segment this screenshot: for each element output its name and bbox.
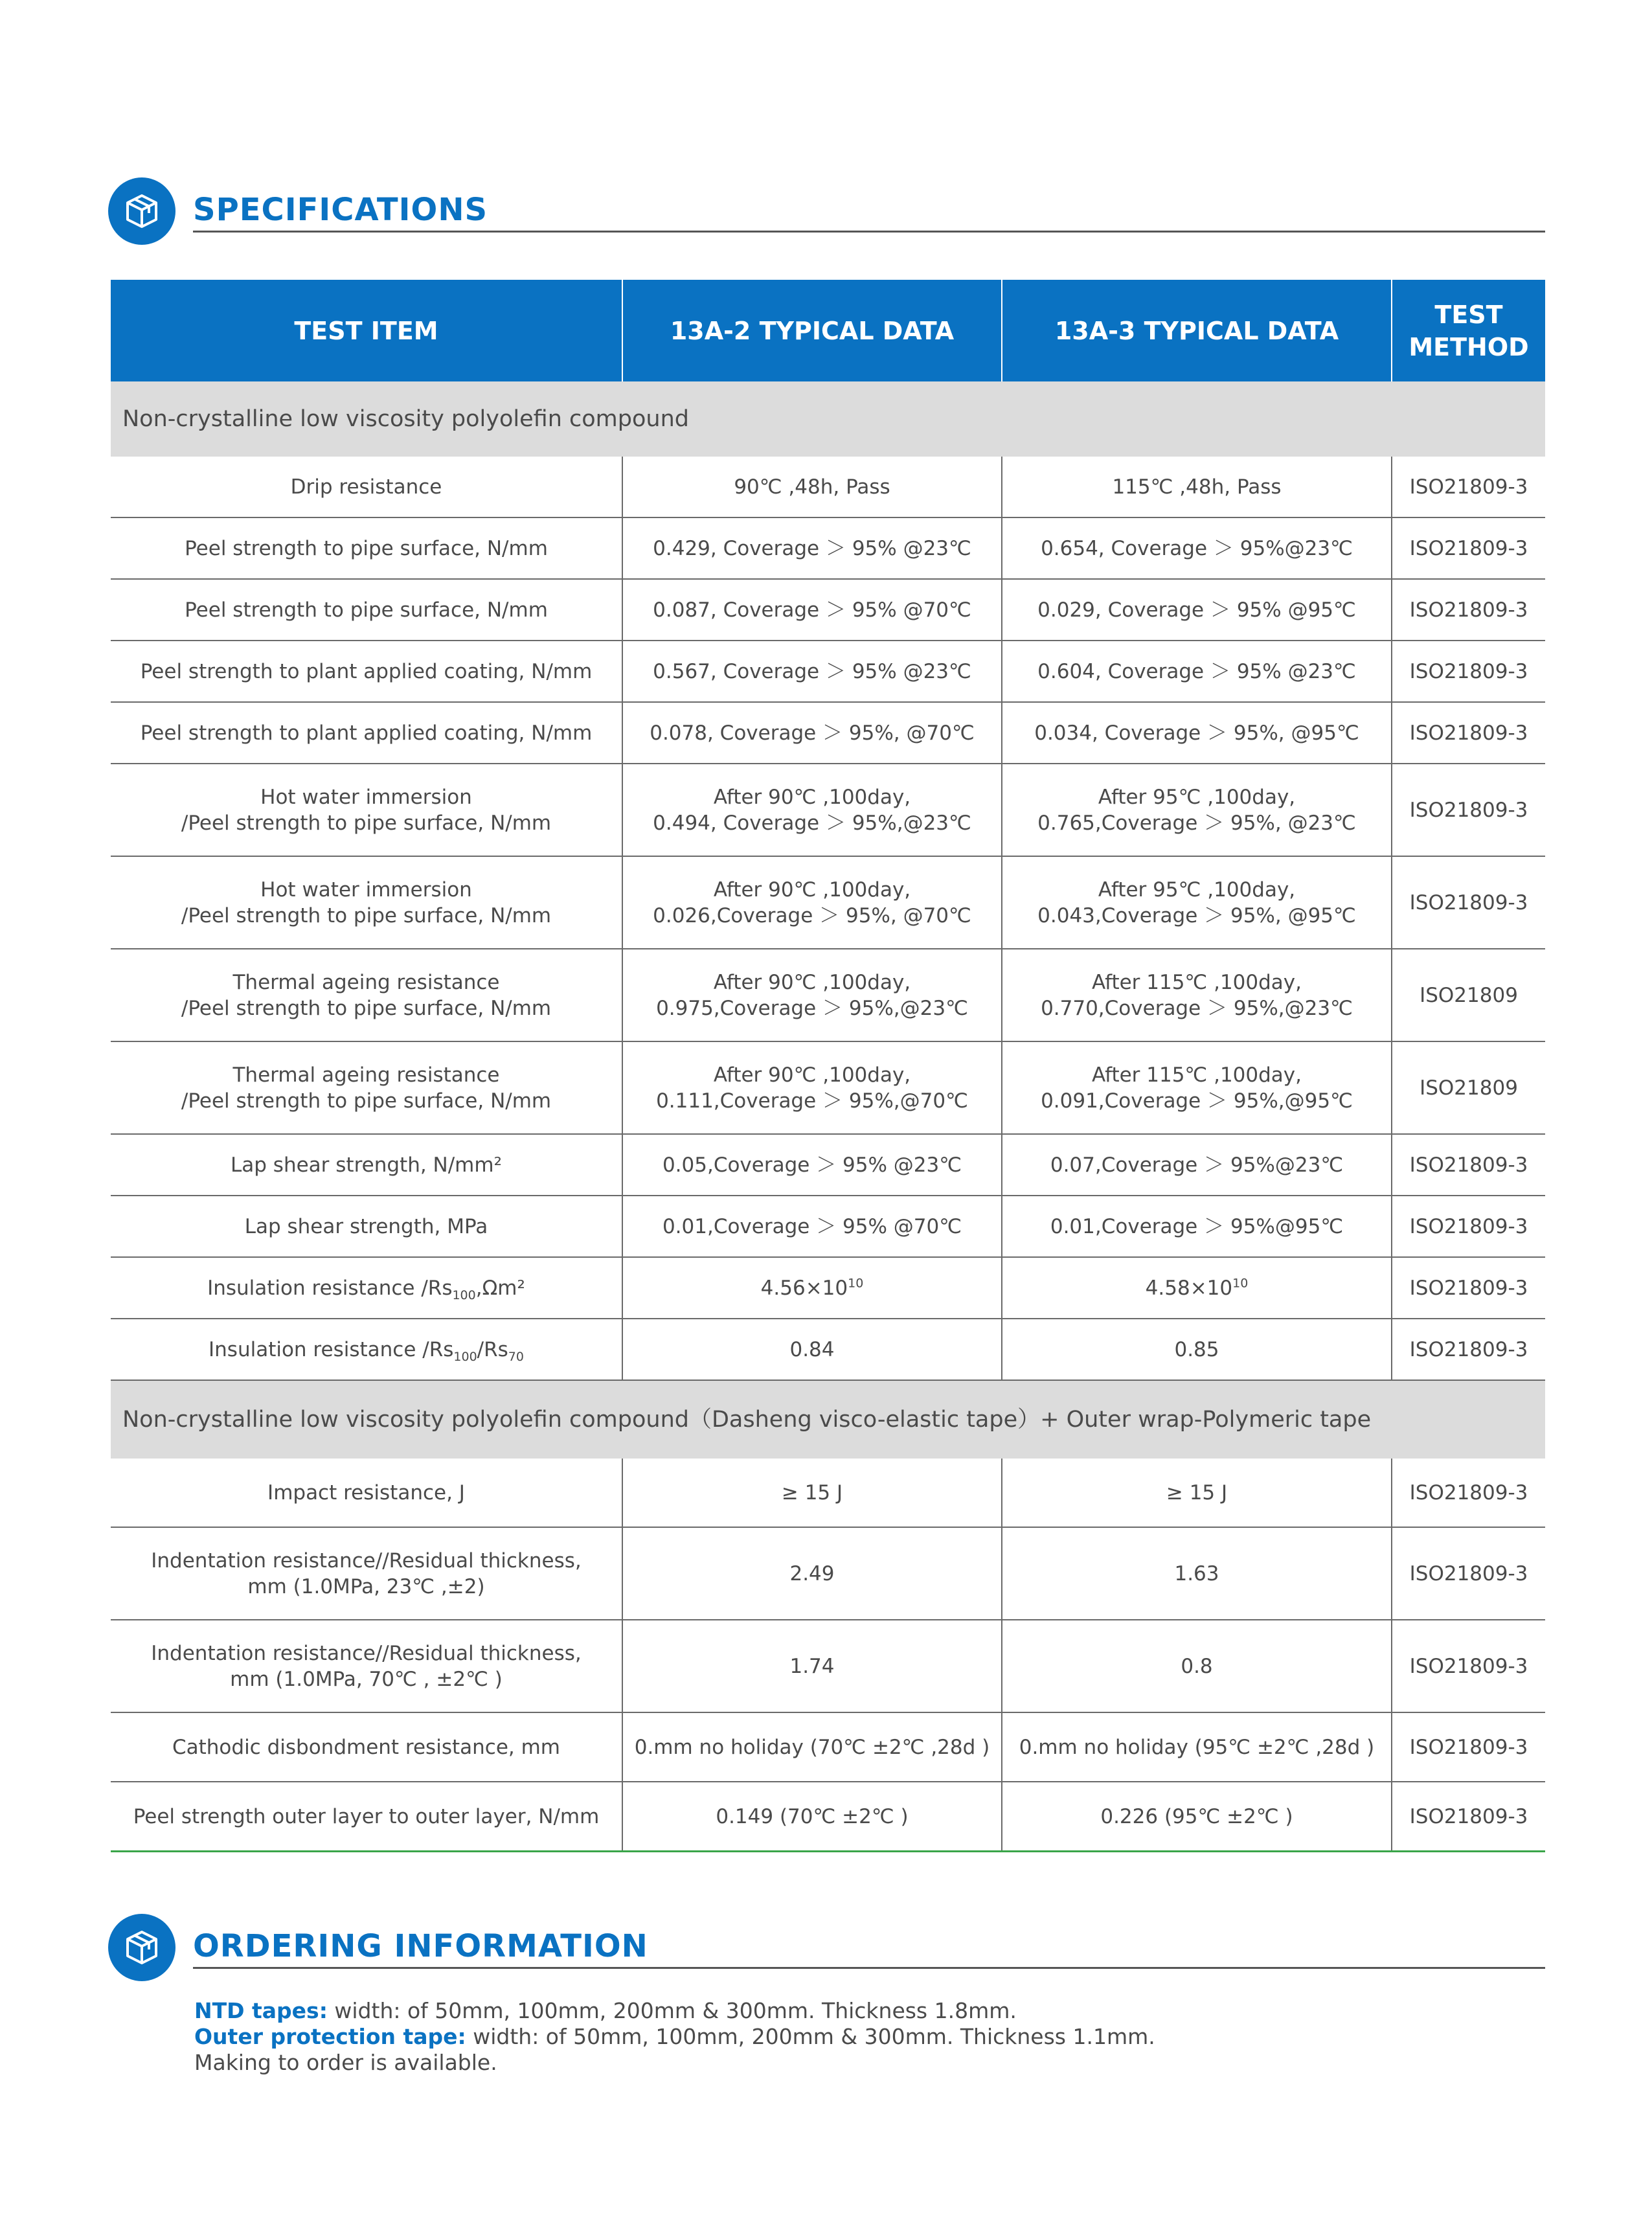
table-row (111, 1257, 1545, 1319)
method-cell: ISO21809-3 (1392, 1319, 1545, 1380)
group-row (111, 381, 1545, 457)
13a-2-cell: ≥ 15 J (622, 1459, 1002, 1527)
method-cell: ISO21809-3 (1392, 1527, 1545, 1620)
table-row (111, 949, 1545, 1041)
test-item-cell: Cathodic disbondment resistance, mm (111, 1712, 622, 1782)
13a-2-cell: 1.74 (622, 1620, 1002, 1712)
13a-2-cell: 0.429, Coverage ＞ 95% @23℃ (622, 517, 1002, 579)
table-row (111, 856, 1545, 949)
test-item-cell: Peel strength to pipe surface, N/mm (111, 517, 622, 579)
table-row (111, 457, 1545, 517)
table-row (111, 1782, 1545, 1852)
method-cell: ISO21809-3 (1392, 1134, 1545, 1196)
13a-2-cell: 2.49 (622, 1527, 1002, 1620)
13a-3-cell: 0.034, Coverage ＞ 95%, @95℃ (1002, 702, 1392, 764)
test-item-cell: Peel strength to pipe surface, N/mm (111, 579, 622, 641)
note-line: Making to order is available. (194, 2050, 497, 2075)
header-test-item: TEST ITEM (111, 280, 622, 381)
table-row (111, 1620, 1545, 1712)
test-item-cell: Peel strength outer layer to outer layer, N/mm (111, 1782, 622, 1852)
table-row (111, 1196, 1545, 1257)
test-item-cell: Hot water immersion /Peel strength to pipe surface, N/mm (111, 764, 622, 856)
table-header (111, 280, 1545, 381)
13a-3-cell: After 95℃ ,100day, 0.043,Coverage ＞ 95%, @95℃ (1002, 856, 1392, 949)
13a-2-cell: 0.01,Coverage ＞ 95% @70℃ (622, 1196, 1002, 1257)
test-item-cell: Indentation resistance//Residual thickness, mm (1.0MPa, 70℃ , ±2℃ ) (111, 1620, 622, 1712)
13a-3-cell: 0.mm no holiday (95℃ ±2℃ ,28d ) (1002, 1712, 1392, 1782)
divider (193, 1967, 1545, 1969)
13a-3-cell: After 95℃ ,100day, 0.765,Coverage ＞ 95%, @23℃ (1002, 764, 1392, 856)
13a-3-cell: 0.029, Coverage ＞ 95% @95℃ (1002, 579, 1392, 641)
table-row (111, 641, 1545, 702)
outer-line: Outer protection tape: width: of 50mm, 100mm, 200mm & 300mm. Thickness 1.1mm. (194, 2024, 1155, 2049)
group-row (111, 1380, 1545, 1459)
table-row (111, 764, 1545, 856)
13a-3-cell: 0.85 (1002, 1319, 1392, 1380)
13a-2-cell: 0.078, Coverage ＞ 95%, @70℃ (622, 702, 1002, 764)
header-13a-2: 13A-2 TYPICAL DATA (622, 280, 1002, 381)
13a-2-cell: 90℃ ,48h, Pass (622, 457, 1002, 517)
method-cell: ISO21809-3 (1392, 1620, 1545, 1712)
13a-3-cell: $4.58\times 10^{10}$ (1002, 1257, 1392, 1319)
box-icon (108, 1914, 175, 1981)
method-cell: ISO21809-3 (1392, 856, 1545, 949)
method-cell: ISO21809 (1392, 949, 1545, 1041)
13a-2-cell: After 90℃ ,100day, 0.494, Coverage ＞ 95%,@23℃ (622, 764, 1002, 856)
table-row (111, 1041, 1545, 1134)
divider (193, 231, 1545, 233)
13a-2-cell: 0.mm no holiday (70℃ ±2℃ ,28d ) (622, 1712, 1002, 1782)
method-cell: ISO21809-3 (1392, 517, 1545, 579)
test-item-cell: Insulation resistance $/Rs_{100}/Rs_{70}$ (111, 1319, 622, 1380)
13a-3-cell: 0.01,Coverage ＞ 95%@95℃ (1002, 1196, 1392, 1257)
13a-3-cell: 0.226 (95℃ ±2℃ ) (1002, 1782, 1392, 1852)
header-13a-3: 13A-3 TYPICAL DATA (1002, 280, 1392, 381)
table-row (111, 1459, 1545, 1527)
test-item-cell: Insulation resistance $/Rs_{100},\Omega m^2$ (111, 1257, 622, 1319)
method-cell: ISO21809 (1392, 1041, 1545, 1134)
table-row (111, 517, 1545, 579)
13a-3-cell: ≥ 15 J (1002, 1459, 1392, 1527)
13a-3-cell: 1.63 (1002, 1527, 1392, 1620)
13a-2-cell: 0.087, Coverage ＞ 95% @70℃ (622, 579, 1002, 641)
specifications-heading (108, 177, 1545, 249)
table-row (111, 579, 1545, 641)
13a-2-cell: After 90℃ ,100day, 0.111,Coverage ＞ 95%,@70℃ (622, 1041, 1002, 1134)
method-cell: ISO21809-3 (1392, 702, 1545, 764)
13a-3-cell: After 115℃ ,100day, 0.770,Coverage ＞ 95%,@23℃ (1002, 949, 1392, 1041)
test-item-cell: Lap shear strength, MPa (111, 1196, 622, 1257)
test-item-cell: Hot water immersion /Peel strength to pipe surface, N/mm (111, 856, 622, 949)
13a-3-cell: 0.07,Coverage ＞ 95%@23℃ (1002, 1134, 1392, 1196)
test-item-cell: Indentation resistance//Residual thickness, mm (1.0MPa, 23℃ ,±2) (111, 1527, 622, 1620)
13a-3-cell: 0.654, Coverage ＞ 95%@23℃ (1002, 517, 1392, 579)
ntd-line: NTD tapes: width: of 50mm, 100mm, 200mm & 300mm. Thickness 1.8mm. (194, 1998, 1017, 2023)
13a-3-cell: 0.604, Coverage ＞ 95% @23℃ (1002, 641, 1392, 702)
table-row (111, 1319, 1545, 1380)
test-item-cell: Impact resistance, J (111, 1459, 622, 1527)
table-row (111, 702, 1545, 764)
ordering-info (194, 1998, 1155, 2076)
method-cell: ISO21809-3 (1392, 764, 1545, 856)
13a-3-cell: After 115℃ ,100day, 0.091,Coverage ＞ 95%,@95℃ (1002, 1041, 1392, 1134)
13a-2-cell: $4.56\times 10^{10}$ (622, 1257, 1002, 1319)
13a-2-cell: 0.567, Coverage ＞ 95% @23℃ (622, 641, 1002, 702)
section-title: ORDERING INFORMATION (193, 1928, 648, 1964)
13a-2-cell: 0.84 (622, 1319, 1002, 1380)
table-row (111, 1134, 1545, 1196)
table-row (111, 1527, 1545, 1620)
13a-2-cell: After 90℃ ,100day, 0.026,Coverage ＞ 95%, @70℃ (622, 856, 1002, 949)
ordering-heading (108, 1914, 1545, 1985)
13a-2-cell: After 90℃ ,100day, 0.975,Coverage ＞ 95%,@23℃ (622, 949, 1002, 1041)
table-row (111, 1712, 1545, 1782)
section-title: SPECIFICATIONS (193, 192, 488, 228)
method-cell: ISO21809-3 (1392, 1196, 1545, 1257)
group-label: Non-crystalline low viscosity polyolefin compound (111, 381, 1545, 457)
test-item-cell: Drip resistance (111, 457, 622, 517)
group-label: Non-crystalline low viscosity polyolefin compound（Dasheng visco-elastic tape）+ Outer wrap-Polymeric tape (111, 1380, 1545, 1459)
specifications-table (111, 280, 1545, 1852)
box-icon (108, 177, 175, 245)
test-item-cell: Thermal ageing resistance /Peel strength to pipe surface, N/mm (111, 949, 622, 1041)
method-cell: ISO21809-3 (1392, 1782, 1545, 1852)
method-cell: ISO21809-3 (1392, 1459, 1545, 1527)
method-cell: ISO21809-3 (1392, 579, 1545, 641)
13a-2-cell: 0.149 (70℃ ±2℃ ) (622, 1782, 1002, 1852)
test-item-cell: Peel strength to plant applied coating, N/mm (111, 641, 622, 702)
test-item-cell: Lap shear strength, N/mm² (111, 1134, 622, 1196)
header-test-method: TEST METHOD (1392, 280, 1545, 381)
13a-3-cell: 115℃ ,48h, Pass (1002, 457, 1392, 517)
method-cell: ISO21809-3 (1392, 457, 1545, 517)
test-item-cell: Peel strength to plant applied coating, N/mm (111, 702, 622, 764)
13a-3-cell: 0.8 (1002, 1620, 1392, 1712)
method-cell: ISO21809-3 (1392, 641, 1545, 702)
13a-2-cell: 0.05,Coverage ＞ 95% @23℃ (622, 1134, 1002, 1196)
method-cell: ISO21809-3 (1392, 1712, 1545, 1782)
method-cell: ISO21809-3 (1392, 1257, 1545, 1319)
test-item-cell: Thermal ageing resistance /Peel strength to pipe surface, N/mm (111, 1041, 622, 1134)
